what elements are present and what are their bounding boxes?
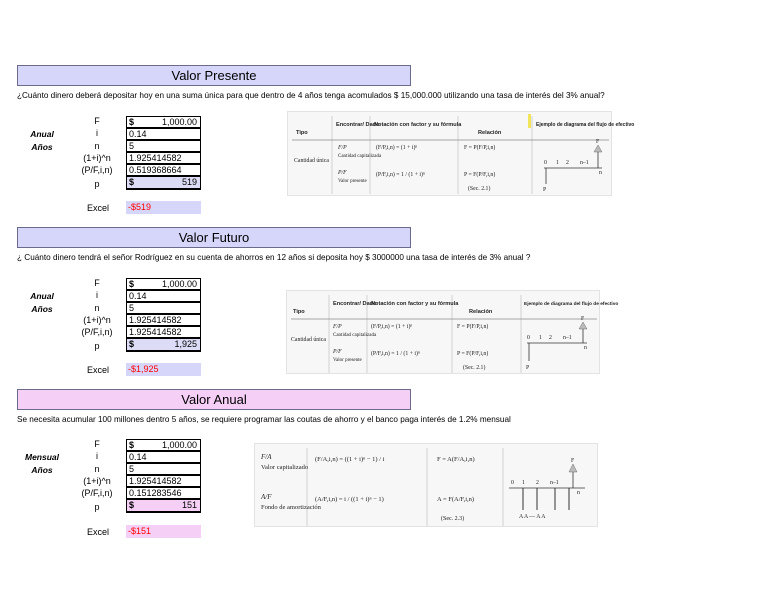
header-encontrar: Encontrar/ Dado (336, 122, 380, 128)
row1-find: F/A (261, 453, 272, 461)
cell-F-value: 1,000.00 (161, 279, 197, 289)
label-i: i (96, 451, 98, 461)
header-ejemplo: Ejemplo de diagrama del flujo de efectivo (536, 122, 635, 128)
excel-result[interactable]: -$1,925 (126, 363, 201, 376)
diagram-P-label: P (543, 187, 547, 193)
row2-formula: (P/F,i,n) = 1 / (1 + i)ⁿ (376, 172, 425, 178)
row1-formula: (F/P,i,n) = (1 + i)ⁿ (376, 145, 418, 151)
periods-label: Años (31, 142, 53, 152)
label-n: n (94, 464, 100, 474)
currency-symbol: $ (129, 177, 135, 187)
cell-n[interactable]: 5 (126, 463, 201, 475)
cell-factor1[interactable]: 1.925414582 (126, 314, 201, 326)
row2-name: Valor presente (338, 179, 367, 184)
row2-relation: P = F(P/F,i,n) (464, 172, 496, 178)
section-reference: (Sec. 2.1) (463, 365, 486, 371)
formula-table-image-present (287, 111, 635, 196)
row1-formula: (F/A,i,n) = ((1 + i)ⁿ − 1) / i (315, 456, 385, 463)
label-n: n (94, 303, 100, 313)
cell-p[interactable] (126, 338, 201, 352)
diagram-tick: 0 (544, 160, 547, 166)
section-reference: (Sec. 2.3) (441, 516, 465, 522)
cash-flow-diagram (543, 139, 602, 193)
cell-F-value: 1,000.00 (161, 440, 197, 450)
diagram-P-label: P (526, 365, 530, 371)
label-n: n (94, 141, 100, 151)
header-notacion: Notación con factor y su fórmula (371, 301, 459, 307)
header-tipo: Tipo (293, 309, 305, 315)
formula-table-image-future (286, 290, 619, 374)
cell-factor2[interactable]: 1.925414582 (126, 326, 201, 338)
row2-name: Fondo de amortización (261, 504, 321, 511)
cell-F[interactable] (126, 116, 201, 128)
currency-symbol: $ (129, 440, 135, 450)
row1-name: Valor capitalizado (261, 464, 309, 471)
label-factor2: (P/F,i,n) (81, 165, 113, 175)
label-F: F (94, 278, 100, 288)
row2-name: Valor presente (333, 358, 362, 363)
header-relacion: Relación (478, 130, 502, 136)
row1-find: F/P (338, 145, 347, 151)
tipo-label: Cantidad única (294, 158, 329, 164)
row1-formula: (F/P,i,n) = (1 + i)ⁿ (371, 324, 413, 330)
label-p: p (94, 341, 100, 351)
diagram-F-label: F (596, 139, 600, 145)
diagram-tick: n–1 (563, 335, 572, 341)
currency-symbol: $ (129, 339, 135, 349)
cell-F[interactable] (126, 278, 201, 290)
label-excel: Excel (87, 365, 110, 375)
label-factor1: (1+i)^n (83, 315, 111, 325)
formula-table-image-annual (254, 443, 598, 527)
excel-result[interactable]: -$151 (126, 525, 201, 538)
label-excel: Excel (87, 527, 110, 537)
period-label: Anual (30, 291, 54, 301)
diagram-A-labels: A A — A A (519, 514, 546, 520)
row1-relation: F = A(F/A,i,n) (437, 456, 475, 463)
label-p: p (94, 502, 100, 512)
section-title: Valor Futuro (17, 227, 411, 248)
periods-label: Años (31, 465, 53, 475)
section-reference: (Sec. 2.1) (468, 186, 491, 192)
section-title: Valor Presente (17, 65, 411, 86)
diagram-tick: 2 (566, 160, 569, 166)
problem-statement: ¿Cuánto dinero deberá depositar hoy en una suma única para que dentro de 4 años tenga acomulados $ 15,000.000 utilizando una tasa de interés del 3% anual? (17, 91, 605, 100)
cell-i[interactable]: 0.14 (126, 290, 201, 302)
diagram-tick: n (599, 170, 602, 176)
row2-formula: (A/F,i,n) = i / ((1 + i)ⁿ − 1) (315, 496, 384, 503)
period-label: Anual (30, 129, 54, 139)
label-excel: Excel (87, 203, 110, 213)
cell-n[interactable]: 5 (126, 140, 201, 152)
row1-relation: F = P(F/P,i,n) (464, 145, 496, 151)
label-i: i (96, 290, 98, 300)
diagram-tick: 1 (539, 335, 542, 341)
header-relacion: Relación (469, 309, 493, 315)
row1-name: Cantidad capitalizada (338, 154, 382, 159)
header-tipo: Tipo (296, 130, 308, 136)
cash-flow-diagram (526, 316, 587, 371)
row2-relation: A = F(A/F,i,n) (437, 496, 475, 503)
cash-flow-diagram (509, 458, 585, 520)
period-label: Mensual (24, 452, 59, 462)
cell-p-value: 519 (181, 177, 197, 187)
cell-i[interactable]: 0.14 (126, 128, 201, 140)
diagram-tick: n–1 (580, 160, 589, 166)
diagram-tick: n (577, 490, 580, 496)
label-F: F (94, 116, 100, 126)
label-factor1: (1+i)^n (83, 153, 111, 163)
row2-find: P/F (338, 170, 347, 176)
excel-result[interactable]: -$519 (126, 201, 201, 214)
diagram-tick: n (584, 345, 587, 351)
label-i: i (96, 128, 98, 138)
cell-factor2[interactable]: 0.151283546 (126, 487, 201, 499)
cell-p[interactable] (126, 176, 201, 190)
diagram-F-label: F (581, 316, 585, 322)
row1-relation: F = P(F/P,i,n) (457, 324, 489, 330)
row2-formula: (P/F,i,n) = 1 / (1 + i)ⁿ (371, 351, 420, 357)
diagram-tick: n–1 (550, 480, 559, 486)
label-factor2: (P/F,i,n) (81, 488, 113, 498)
label-F: F (94, 439, 100, 449)
row1-name: Cantidad capitalizada (333, 333, 377, 338)
row2-find: A/F (261, 493, 272, 501)
diagram-F-label: F (571, 458, 575, 464)
diagram-tick: 0 (527, 335, 530, 341)
header-encontrar: Encontrar/ Dado (333, 301, 377, 307)
cell-F-value: 1,000.00 (161, 117, 197, 127)
label-p: p (94, 179, 100, 189)
header-ejemplo: Ejemplo de diagrama del flujo de efectivo (524, 302, 619, 307)
cell-i[interactable]: 0.14 (126, 451, 201, 463)
cell-factor2[interactable]: 0.519368664 (126, 164, 201, 176)
cell-factor1[interactable]: 1.925414582 (126, 152, 201, 164)
currency-symbol: $ (129, 500, 135, 510)
diagram-tick: 2 (549, 335, 552, 341)
tipo-label: Cantidad única (291, 337, 326, 343)
cell-n[interactable]: 5 (126, 302, 201, 314)
currency-symbol: $ (129, 279, 135, 289)
row2-find: P/F (333, 349, 342, 355)
diagram-tick: 1 (556, 160, 559, 166)
currency-symbol: $ (129, 117, 135, 127)
section-title: Valor Anual (17, 389, 411, 410)
diagram-tick: 1 (522, 480, 525, 486)
periods-label: Años (31, 304, 53, 314)
header-notacion: Notación con factor y su fórmula (374, 122, 462, 128)
row2-relation: P = F(P/F,i,n) (457, 351, 489, 357)
cell-p-value: 151 (181, 500, 197, 510)
cell-factor1[interactable]: 1.925414582 (126, 475, 201, 487)
row1-find: F/P (333, 324, 342, 330)
cell-F[interactable] (126, 439, 201, 451)
problem-statement: ¿ Cuánto dinero tendrá el señor Rodríguez en su cuenta de ahorros en 12 años si deposita hoy $ 3000000 una tasa de interés de 3% anual ? (17, 253, 531, 262)
problem-statement: Se necesita acumular 100 millones dentro 5 años, se requiere programar las coutas de ahorro y el banco paga interés de 1.2% mensual (17, 415, 511, 424)
label-factor2: (P/F,i,n) (81, 327, 113, 337)
label-factor1: (1+i)^n (83, 476, 111, 486)
cell-p-value: 1,925 (174, 339, 197, 349)
cell-p[interactable] (126, 499, 201, 513)
diagram-tick: 0 (511, 480, 514, 486)
diagram-tick: 2 (536, 480, 539, 486)
